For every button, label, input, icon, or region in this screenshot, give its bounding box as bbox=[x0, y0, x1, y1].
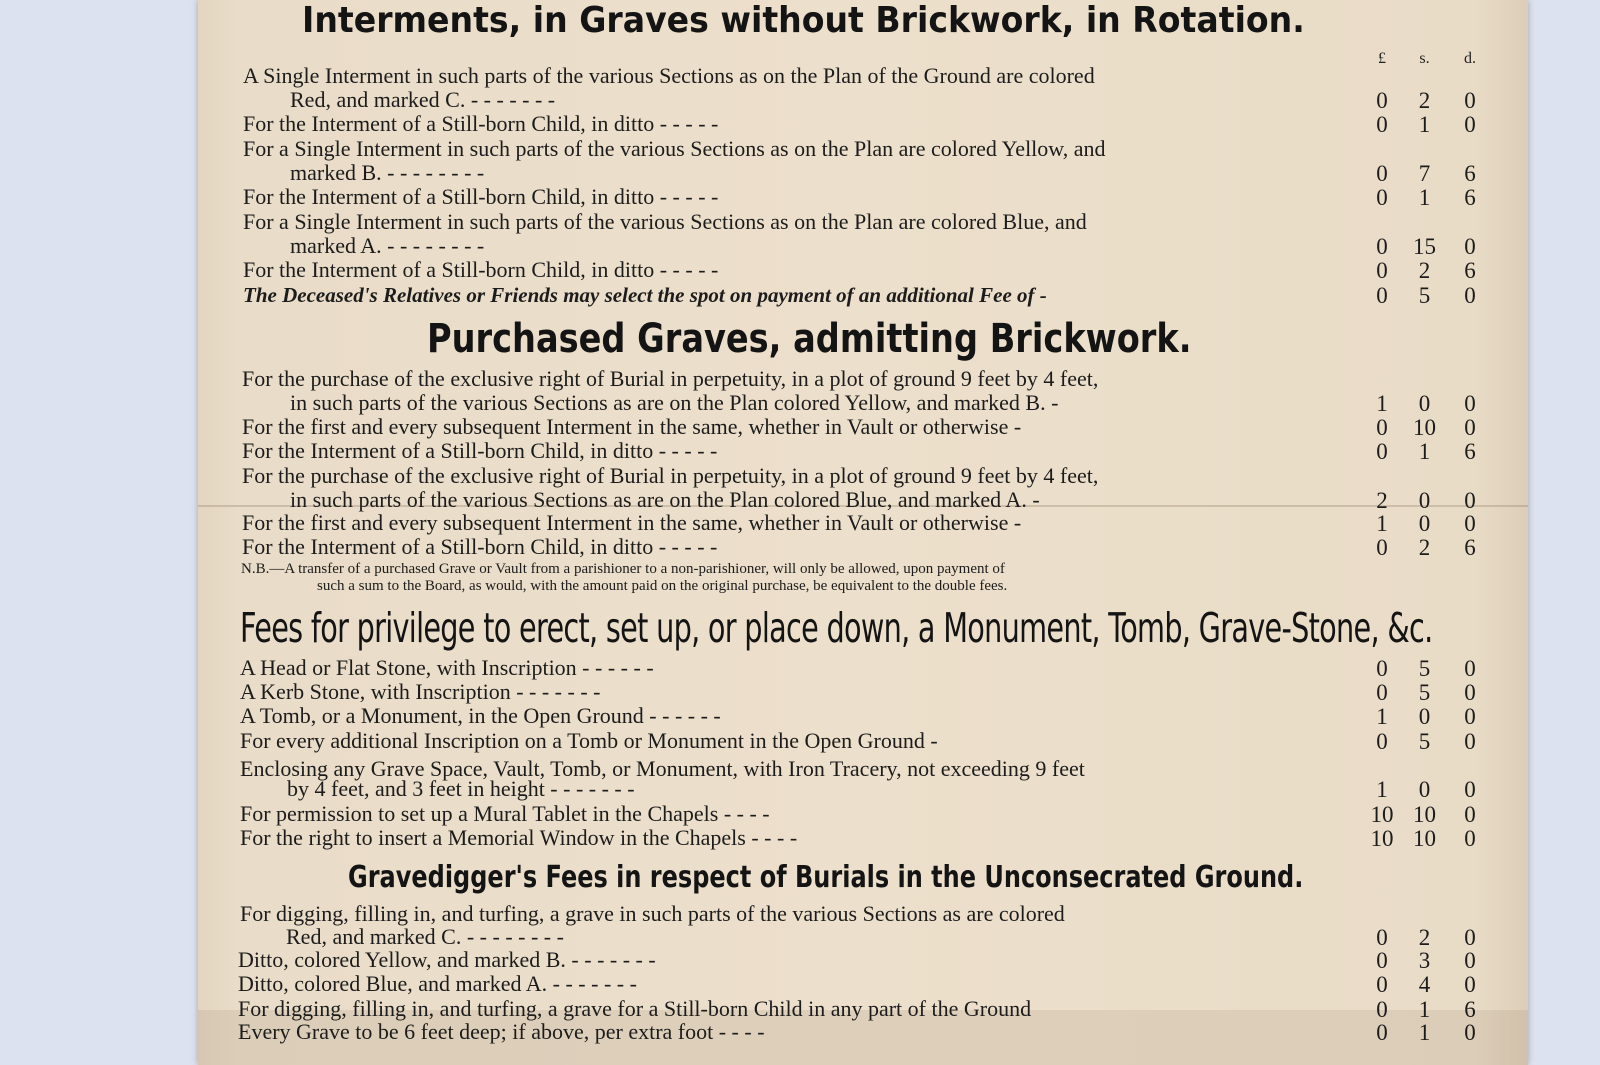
pence-value: 6 bbox=[1464, 535, 1476, 560]
fee-line-text: A Tomb, or a Monument, in the Open Ground - - - - - - bbox=[240, 703, 721, 728]
pounds-value: 0 bbox=[1376, 972, 1388, 997]
pence-value: 0 bbox=[1464, 729, 1476, 754]
fee-line-text: in such parts of the various Sections as are on the Plan colored Blue, and marked A. - bbox=[290, 487, 1040, 512]
shillings-value: 2 bbox=[1418, 258, 1431, 283]
fee-line-text: For the purchase of the exclusive right of Burial in perpetuity, in a plot of ground 9 feet by 4 feet, bbox=[242, 463, 1099, 488]
pence-value: 0 bbox=[1464, 925, 1476, 950]
fee-line-text: N.B.—A transfer of a purchased Grave or Vault from a parishioner to a non-parishioner, will only be allowed, upon payment of bbox=[241, 561, 1005, 577]
fee-line-text: For the Interment of a Still-born Child, in ditto - - - - - bbox=[243, 184, 719, 209]
fee-amount bbox=[1362, 926, 1492, 950]
pounds-value: 0 bbox=[1376, 415, 1388, 440]
pence-value: 6 bbox=[1464, 258, 1476, 283]
pence-value: 0 bbox=[1464, 488, 1476, 513]
pounds-value: 0 bbox=[1376, 112, 1388, 137]
shillings-value: 2 bbox=[1418, 88, 1431, 113]
fee-line-text: For the Interment of a Still-born Child, in ditto - - - - - bbox=[242, 438, 718, 463]
shillings-value: 0 bbox=[1418, 391, 1431, 416]
shillings-value: 10 bbox=[1413, 802, 1436, 827]
fee-line-text: For every additional Inscription on a Tomb or Monument in the Open Ground - bbox=[240, 728, 938, 753]
pounds-value: 0 bbox=[1376, 656, 1388, 681]
fee-line-text: Ditto, colored Yellow, and marked B. - - - - - - - bbox=[238, 947, 656, 972]
pounds-value: 0 bbox=[1376, 258, 1388, 283]
pounds-value: 0 bbox=[1376, 680, 1388, 705]
shillings-value: 5 bbox=[1418, 283, 1431, 308]
pence-value: 0 bbox=[1464, 283, 1476, 308]
shillings-value: 2 bbox=[1418, 925, 1431, 950]
fee-line-text: by 4 feet, and 3 feet in height - - - - - - - bbox=[287, 776, 635, 801]
shillings-value: 5 bbox=[1418, 656, 1431, 681]
fee-amount bbox=[1362, 657, 1492, 681]
shillings-value: 0 bbox=[1418, 777, 1431, 802]
fee-amount bbox=[1362, 162, 1492, 186]
fee-line-text: Ditto, colored Blue, and marked A. - - - - - - - bbox=[238, 971, 637, 996]
shillings-value: 15 bbox=[1413, 234, 1436, 259]
fee-line-text: For the first and every subsequent Interment in the same, whether in Vault or otherwise - bbox=[242, 414, 1022, 439]
fee-amount bbox=[1362, 284, 1492, 308]
shillings-value: 0 bbox=[1418, 511, 1431, 536]
fee-line-text: For the Interment of a Still-born Child, in ditto - - - - - bbox=[243, 111, 719, 136]
pounds-value: 0 bbox=[1376, 185, 1388, 210]
fee-amount bbox=[1362, 827, 1492, 851]
pounds-value: 0 bbox=[1376, 925, 1388, 950]
pounds-value: 1 bbox=[1376, 511, 1388, 536]
pounds-value: 0 bbox=[1376, 234, 1388, 259]
fee-amount bbox=[1362, 113, 1492, 137]
shillings-value: 5 bbox=[1418, 680, 1431, 705]
pence-value: 0 bbox=[1464, 112, 1476, 137]
fee-line-text: For a Single Interment in such parts of the various Sections as on the Plan are colored Yellow, and bbox=[243, 136, 1106, 161]
pence-value: 0 bbox=[1464, 826, 1476, 851]
shillings-value: 2 bbox=[1418, 535, 1431, 560]
fee-line-text: For the Interment of a Still-born Child, in ditto - - - - - bbox=[242, 534, 718, 559]
pence-value: 0 bbox=[1464, 777, 1476, 802]
fee-line-text: For digging, filling in, and turfing, a grave for a Still-born Child in any part of the Ground bbox=[238, 996, 1032, 1021]
pence-value: 0 bbox=[1464, 511, 1476, 536]
fee-line-text: Red, and marked C. - - - - - - - bbox=[290, 87, 556, 112]
currency-column-header bbox=[1362, 50, 1492, 70]
shillings-header: s. bbox=[1419, 50, 1430, 67]
section-heading-fees-for-privilege-to-erect-set-up-or-pl: Fees for privilege to erect, set up, or place down, a Monument, Tomb, Grave-Stone, &c. bbox=[240, 604, 1433, 652]
fee-amount bbox=[1362, 235, 1492, 259]
fee-line-text: A Single Interment in such parts of the various Sections as on the Plan of the Ground are colored bbox=[243, 63, 1095, 88]
fee-amount bbox=[1362, 512, 1492, 536]
fee-line-text: For a Single Interment in such parts of the various Sections as on the Plan are colored Blue, and bbox=[243, 209, 1087, 234]
shillings-value: 5 bbox=[1418, 729, 1431, 754]
fee-amount bbox=[1362, 949, 1492, 973]
section-heading-interments-in-graves-without-brickwork-i: Interments, in Graves without Brickwork, in Rotation. bbox=[302, 0, 1305, 41]
pence-value: 0 bbox=[1464, 802, 1476, 827]
fee-amount bbox=[1362, 681, 1492, 705]
fee-line-text: The Deceased's Relatives or Friends may select the spot on payment of an additional Fee of - bbox=[243, 283, 1047, 307]
pounds-value: 0 bbox=[1376, 948, 1388, 973]
fee-amount bbox=[1362, 1021, 1492, 1045]
pounds-value: 0 bbox=[1376, 283, 1388, 308]
pence-header: d. bbox=[1464, 50, 1476, 67]
pounds-value: 2 bbox=[1376, 488, 1388, 513]
shillings-value: 0 bbox=[1418, 488, 1431, 513]
pence-value: 0 bbox=[1464, 972, 1476, 997]
pence-value: 6 bbox=[1464, 997, 1476, 1022]
pounds-value: 1 bbox=[1376, 391, 1388, 416]
fee-line-text: For digging, filling in, and turfing, a grave in such parts of the various Sections as are colored bbox=[240, 901, 1065, 926]
fee-amount bbox=[1362, 186, 1492, 210]
pounds-value: 1 bbox=[1376, 777, 1388, 802]
pence-value: 0 bbox=[1464, 234, 1476, 259]
fee-line-text: A Head or Flat Stone, with Inscription - - - - - - bbox=[240, 655, 654, 680]
pence-value: 0 bbox=[1464, 704, 1476, 729]
fee-line-text: For the right to insert a Memorial Window in the Chapels - - - - bbox=[240, 825, 798, 850]
fee-amount bbox=[1362, 803, 1492, 827]
fee-amount bbox=[1362, 489, 1492, 513]
pence-value: 6 bbox=[1464, 439, 1476, 464]
fee-line-text: Red, and marked C. - - - - - - - - bbox=[286, 924, 564, 949]
shillings-value: 1 bbox=[1418, 185, 1431, 210]
fee-line-text: For the first and every subsequent Interment in the same, whether in Vault or otherwise - bbox=[242, 510, 1022, 535]
shillings-value: 4 bbox=[1418, 972, 1431, 997]
pence-value: 6 bbox=[1464, 161, 1476, 186]
pounds-header: £ bbox=[1378, 50, 1386, 67]
pence-value: 0 bbox=[1464, 391, 1476, 416]
shillings-value: 7 bbox=[1418, 161, 1431, 186]
fee-amount bbox=[1362, 416, 1492, 440]
shillings-value: 1 bbox=[1418, 439, 1431, 464]
shillings-value: 1 bbox=[1418, 997, 1431, 1022]
pence-value: 0 bbox=[1464, 88, 1476, 113]
fee-line-text: For the purchase of the exclusive right of Burial in perpetuity, in a plot of ground 9 feet by 4 feet, bbox=[242, 366, 1099, 391]
fee-line-text: For permission to set up a Mural Tablet in the Chapels - - - - bbox=[240, 801, 770, 826]
fee-amount bbox=[1362, 259, 1492, 283]
fee-amount bbox=[1362, 705, 1492, 729]
fee-amount bbox=[1362, 89, 1492, 113]
pounds-value: 10 bbox=[1370, 826, 1394, 851]
pounds-value: 10 bbox=[1370, 802, 1394, 827]
pounds-value: 0 bbox=[1376, 439, 1388, 464]
pence-value: 0 bbox=[1464, 680, 1476, 705]
shillings-value: 1 bbox=[1418, 1020, 1431, 1045]
fee-line-text: in such parts of the various Sections as are on the Plan colored Yellow, and marked B. - bbox=[290, 390, 1059, 415]
pounds-value: 0 bbox=[1376, 161, 1388, 186]
pounds-value: 0 bbox=[1376, 88, 1388, 113]
fee-amount bbox=[1362, 998, 1492, 1022]
fee-line-text: marked A. - - - - - - - - bbox=[290, 233, 485, 258]
fee-line-text: Enclosing any Grave Space, Vault, Tomb, or Monument, with Iron Tracery, not exceeding 9 feet bbox=[240, 756, 1085, 781]
fee-line-text: For the Interment of a Still-born Child, in ditto - - - - - bbox=[243, 257, 719, 282]
pounds-value: 1 bbox=[1376, 704, 1388, 729]
shillings-value: 10 bbox=[1413, 415, 1436, 440]
fee-amount bbox=[1362, 536, 1492, 560]
fee-amount bbox=[1362, 440, 1492, 464]
pence-value: 0 bbox=[1464, 415, 1476, 440]
pence-value: 6 bbox=[1464, 185, 1476, 210]
pence-value: 0 bbox=[1464, 948, 1476, 973]
shillings-value: 0 bbox=[1418, 704, 1431, 729]
pounds-value: 0 bbox=[1376, 729, 1388, 754]
section-heading-gravedigger-s-fees-in-respect-of-burials: Gravedigger's Fees in respect of Burials in the Unconsecrated Ground. bbox=[348, 860, 1304, 895]
pence-value: 0 bbox=[1464, 656, 1476, 681]
shillings-value: 10 bbox=[1413, 826, 1436, 851]
pence-value: 0 bbox=[1464, 1020, 1476, 1045]
fee-amount bbox=[1362, 392, 1492, 416]
pounds-value: 0 bbox=[1376, 997, 1388, 1022]
pounds-value: 0 bbox=[1376, 1020, 1388, 1045]
fee-line-text: such a sum to the Board, as would, with the amount paid on the original purchase, be equivalent to the double fees. bbox=[317, 578, 1008, 594]
fee-line-text: marked B. - - - - - - - - bbox=[290, 160, 485, 185]
pounds-value: 0 bbox=[1376, 535, 1388, 560]
shillings-value: 3 bbox=[1418, 948, 1431, 973]
fee-line-text: Every Grave to be 6 feet deep; if above, per extra foot - - - - bbox=[238, 1019, 765, 1044]
fee-amount bbox=[1362, 778, 1492, 802]
fee-amount bbox=[1362, 730, 1492, 754]
fee-amount bbox=[1362, 973, 1492, 997]
section-heading-purchased-graves-admitting-brickwork: Purchased Graves, admitting Brickwork. bbox=[427, 316, 1192, 362]
fee-line-text: A Kerb Stone, with Inscription - - - - - - - bbox=[240, 679, 601, 704]
shillings-value: 1 bbox=[1418, 112, 1431, 137]
